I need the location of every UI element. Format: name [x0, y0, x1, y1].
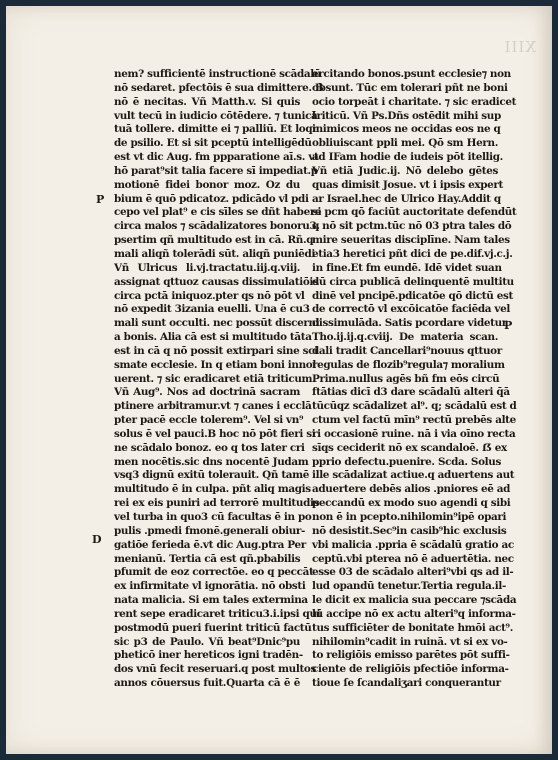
text-line: non ē in pcepto.nihilomin⁹ipē opari — [312, 511, 507, 523]
text-line: ciente de religiōis pfectiōe informa- — [312, 663, 509, 676]
text-line: ar Israel.hec de Ulrico Hay.Addit q — [312, 192, 501, 205]
book-page — [6, 6, 552, 754]
text-line: ocio torpeāt i charitate. ⁊ sic eradicet — [312, 95, 517, 108]
text-line: rei ex eis puniri ad terrorē multitudis — [114, 497, 320, 510]
text-line: tuā tollere. dimitte ei ⁊ palliū. Et loqr — [114, 123, 318, 136]
text-line: nō ē necitas. Vñ Matth.v. Si quis — [114, 95, 300, 108]
text-line: ille scādalizat actiue.q aduertens aut — [312, 469, 515, 482]
text-line: men nocētis.sic dns nocentē Judam — [114, 455, 309, 468]
text-line: pulis .pmedi fmonē.generali obiur- — [114, 524, 306, 537]
text-line: nihilomin⁹cadit in ruinā. vt si ex vo- — [312, 635, 508, 648]
text-line: le dicit ex malicia sua peccare ⁊scāda — [312, 594, 517, 607]
text-column-left — [114, 68, 324, 691]
text-line: cepo vel plat⁹ e cis sīles se dñt habere — [114, 206, 322, 219]
text-line: circa pctā iniquoz.pter qs nō pōt vl — [114, 289, 305, 302]
text-line: mali aliqñ tolerādi sūt. aliqñ puniēdi — [114, 247, 315, 260]
text-line: pter pacē eccle tolerem⁹. Vel si vn⁹ — [114, 414, 304, 427]
text-line: est in cā q nō possit extirpari sine sci — [114, 344, 318, 357]
text-line: dinē vel pncipē.pdicatōe qō dictū est — [312, 289, 513, 302]
text-line: ri occasionē ruine. nā i via oīno recta — [312, 427, 516, 440]
margin-mark-right-1: P — [504, 319, 513, 332]
text-line: ftātias dicī d3 dare scādalū alteri q̄ā — [312, 386, 510, 399]
text-line: si pcm qō faciūt auctoritate defendūt — [312, 206, 517, 219]
text-line: ercitando bonos.psunt ecclesie⁊ non — [312, 68, 511, 80]
text-line: Vñ Aug⁹. Nos ad doctrinā sacram — [114, 386, 300, 399]
text-line: sīqs ceciderit nō ex scandaloē. ẞ ex — [312, 441, 507, 454]
text-line: Vñ Ulricus li.vj.tractatu.iij.q.viij. — [114, 261, 300, 274]
text-line: smate ecclesie. In q etiam boni innol — [114, 358, 316, 371]
text-line: obsunt. Tūc em tolerari pñt ne boni — [312, 81, 508, 94]
text-line: a bonis. Alia cā est si multitudo tāta — [114, 331, 312, 344]
text-line: hō parat⁹sit talia facere sī impediat.p — [114, 164, 318, 177]
text-line: uerent. ⁊ sic eradicaret etiā triticum. — [114, 372, 316, 385]
text-line: de psilio. Et si sit pceptū intelligēdū — [114, 137, 312, 150]
text-line: psertim qñ multitudo est in cā. Rñ.q — [114, 234, 314, 247]
text-line: pprio defectu.puenire. Scda. Solus — [312, 455, 501, 468]
text-line: lū accipe nō ex actu alteri⁹q informa- — [312, 607, 516, 620]
text-line: inimicos meos ne occidas eos ne q — [312, 123, 501, 136]
text-line: vsq3 dignū exitū tolerauit. Qñ tamē — [114, 469, 310, 482]
text-line: gatiōe ferieda ē.vt dic Aug.ptra Per — [114, 538, 306, 551]
text-line: tūcūqz scādalizet al⁹. q; scādalū est d — [312, 400, 517, 413]
text-line: ctum vel factū mīn⁹ rectū prebēs alte — [312, 414, 516, 427]
text-line: ad IFam hodie de iudeis pōt itellig. — [312, 151, 503, 164]
text-line: Prima.nullus agēs bñ fm eōs circū — [312, 372, 500, 385]
text-line: triticū. Vñ Ps.Dñs ostēdit mihi sup — [312, 109, 501, 122]
text-line: rent sepe eradicaret triticu3.i.ipsi qui — [114, 607, 321, 620]
text-line: Tho.ij.ij.q.cviij. De materia scan. — [312, 331, 498, 344]
text-line: menianū. Tertia cā est qñ.pbabilis — [114, 552, 301, 565]
text-column-right — [312, 68, 517, 691]
text-line: tus sufficiēter de bonitate hmōi act⁹. — [312, 621, 514, 634]
text-line: assignat qttuoz causas dissimulatiōis — [114, 275, 319, 288]
text-line: esse 03 de scādalo alteri⁹vbi qs ad il- — [312, 566, 514, 579]
text-line: annos cōuersus fuit.Quarta cā ē ē — [114, 677, 300, 690]
text-line: ex infirmitate vl ignorātia. nō obsti — [114, 580, 306, 593]
text-line: multitudo ē in culpa. pñt aliq magis — [114, 483, 311, 496]
text-line: postmodū pueri fuerint triticū factū — [114, 621, 312, 634]
text-line: nō desistit.Sec⁹in casib⁹hic exclusis — [312, 524, 507, 537]
text-line: regulas de flozib⁹regula⁊ moralium — [312, 358, 505, 371]
text-line: q nō sit pctm.tūc nō 03 ptra tales dō — [312, 220, 512, 233]
text-line: dissimulāda. Satis pcordare videtur — [312, 317, 507, 330]
text-line: dū circa publicā delinquentē multitu — [312, 275, 514, 288]
text-line: nem? sufficientē instructionē scādalū — [114, 68, 322, 80]
text-line: solus ē vel pauci.B hoc nō pōt fieri si — [114, 427, 316, 440]
running-head-show-through: XIII — [503, 38, 536, 56]
text-line: ptinere arbitramur.vt ⁊ canes i ecclā — [114, 400, 312, 413]
text-line: ceptū.vbi pterea nō ē aduertētia. nec — [312, 552, 514, 565]
text-line: bium ē quō pdicatoz. pdicādo vl pdi — [114, 192, 309, 205]
text-line: Vñ etiā Judic.ij. Nō delebo gētes — [312, 164, 498, 177]
text-line: aduertere debēs alios .pniores eē ad — [312, 483, 511, 496]
text-line: mali sunt occulti. nec possūt discerni — [114, 317, 320, 330]
text-line: mire seueritas disciplīne. Nam tales — [312, 234, 510, 247]
text-line: dos vnū fecit reseruari.q post multos — [114, 663, 317, 676]
text-line: vbi malicia .ppria ē scādalū gratio ac — [312, 538, 514, 551]
text-line: ne scādalo bonoz. eo q tos later cri — [114, 441, 305, 454]
text-line: vult tecū in iudicio cōtēdere. ⁊ tunicā — [114, 109, 318, 122]
text-line: nō sedaret. pfectōis ē sua dimittere. B — [114, 81, 324, 94]
margin-mark-left-1: P — [96, 193, 105, 206]
text-line: peccandū ex modo suo agendi q sibi — [312, 497, 511, 510]
text-line: nata malicia. Si em tales extermina — [114, 594, 308, 607]
text-line: vel turba in quo3 cū facultas ē in po — [114, 511, 312, 523]
text-line: in fine.Et fm eundē. Idē videt suan — [312, 261, 502, 274]
text-line: tioue ſe ſcandaliʒari conquerantur — [312, 677, 501, 690]
text-line: est vt dic Aug. fm ppparatione aī.s. vt — [114, 151, 319, 164]
text-line: obliuiscant ppli mei. Qō sm Hern. — [312, 137, 498, 150]
text-line: dali tradit Cancellari⁹nouus qttuor — [312, 344, 502, 357]
text-line: motionē fidei bonor moz. Oz du — [114, 178, 300, 191]
margin-mark-left-2: D — [92, 533, 102, 546]
text-line: pfumit de eoz correctōe. eo q peccāt — [114, 566, 314, 579]
text-line: to religiōis emisso parētes pōt suffi- — [312, 649, 510, 662]
text-line: sic p3 de Paulo. Vñ beat⁹Dnic⁹pu — [114, 635, 300, 648]
text-line: de correctō vl excōicatōe faciēda vel — [312, 303, 510, 316]
text-line: quas dimisit Josue. vt i ipsis expert — [312, 178, 503, 191]
text-line: etia3 heretici pñt dici de pe.dif.vj.c.j. — [312, 247, 513, 260]
text-line: pheticō iner hereticos igni tradēn- — [114, 649, 303, 662]
text-line: circa malos ⁊ scādalizatores bonoru3. — [114, 220, 320, 233]
text-line: nō expedit 3izania euelli. Una ē cu3 — [114, 303, 310, 316]
text-line: lud opandū tenetur.Tertia regula.il- — [312, 580, 506, 593]
